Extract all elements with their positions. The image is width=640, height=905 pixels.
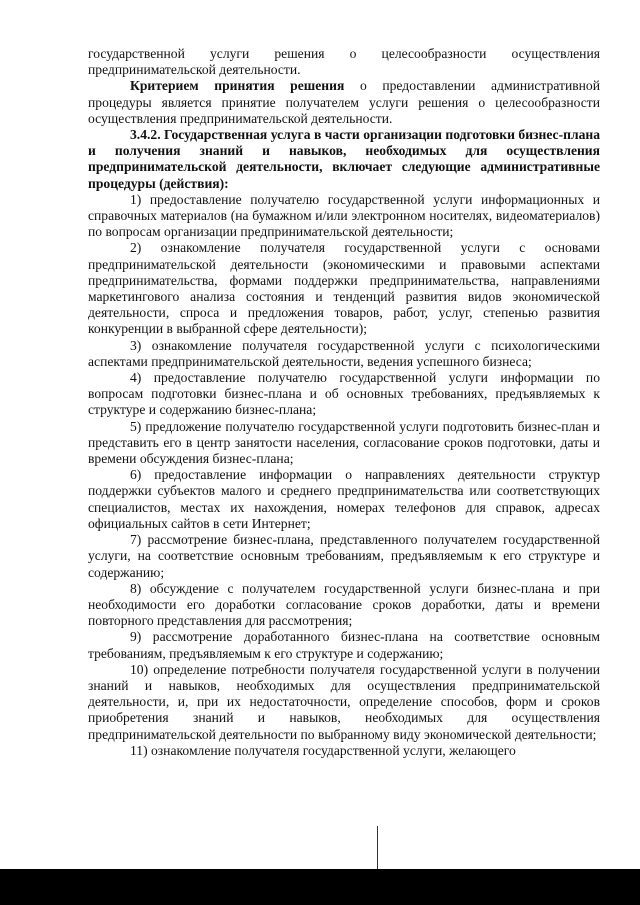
criterion-lead: Критерием принятия решения xyxy=(130,78,345,94)
list-item-7: 7) рассмотрение бизнес-плана, представленного получателем государственной услуги, на соответствие основным требованиям, предъявляемым к его структуре и содержанию; xyxy=(88,532,600,580)
document-page xyxy=(88,46,600,759)
list-item-6: 6) предоставление информации о направлениях деятельности структур поддержки субъектов малого и среднего предпринимательства или соответствующих специалистов, местах их нахождения, номерах телефонов для справок, адресах официальных сайтов в сети Интернет; xyxy=(88,467,600,531)
criterion-text: о предоставлении административной процедуры является принятие получателем услуги решения о целесообразности осуществления предпринимательской деятельности. xyxy=(88,78,600,126)
list-item-3: 3) ознакомление получателя государственной услуги с психологическими аспектами предпринимательской деятельности, ведения успешного бизнеса; xyxy=(88,337,600,369)
list-item-8: 8) обсуждение с получателем государственной услуги бизнес-плана и при необходимости его доработки согласование сроков доработки, даты и времени повторного представления для рассмотрения; xyxy=(88,580,600,629)
scan-bottom-edge xyxy=(0,869,640,905)
list-item-10: 10) определение потребности получателя государственной услуги в получении знаний и навыков, необходимых для осуществления предпринимательской деятельности, и, при их недостаточности, определение способов, форм и сроков приобретения знаний и навыков, необходимых для осуществления предпринимательской деятельности по выбранному виду экономической деятельности; xyxy=(88,661,600,742)
section-heading-3-4-2: 3.4.2. Государственная услуга в части организации подготовки бизнес-плана и получения знаний и навыков, необходимых для осуществления предпринимательской деятельности, включает следующие административные процедуры (действия): xyxy=(88,127,600,191)
list-item-4: 4) предоставление получателю государственной услуги информации по вопросам подготовки бизнес-плана и об основных требованиях, предъявляемых к структуре и содержанию бизнес-плана; xyxy=(88,370,600,418)
scan-fold-line xyxy=(377,826,378,870)
paragraph-criterion xyxy=(88,78,600,127)
list-item-1: 1) предоставление получателю государственной услуги информационных и справочных материалов (на бумажном и/или электронном носителях, видеоматериалов) по вопросам организации предпринимательской деятельности; xyxy=(88,191,600,240)
list-item-2: 2) ознакомление получателя государственной услуги с основами предпринимательской деятельности (экономическими и правовыми аспектами предпринимательства, формами поддержки предпринимательства, направлениями маркетингового анализа состояния и тенденций развития видов экономической деятельности, спроса и предложения товаров, работ, услуг, степенью развития конкуренции в выбранной сфере деятельности); xyxy=(88,240,600,337)
paragraph-continuation: государственной услуги решения о целесообразности осуществления предпринимательской деятельности. xyxy=(88,46,600,78)
list-item-11: 11) ознакомление получателя государственной услуги, желающего xyxy=(130,742,516,758)
list-item-5: 5) предложение получателю государственной услуги подготовить бизнес-план и представить его в центр занятости населения, согласование сроков подготовки, даты и времени обсуждения бизнес-плана; xyxy=(88,418,600,467)
list-item-9: 9) рассмотрение доработанного бизнес-плана на соответствие основным требованиям, предъявляемым к его структуре и содержанию; xyxy=(88,629,600,661)
